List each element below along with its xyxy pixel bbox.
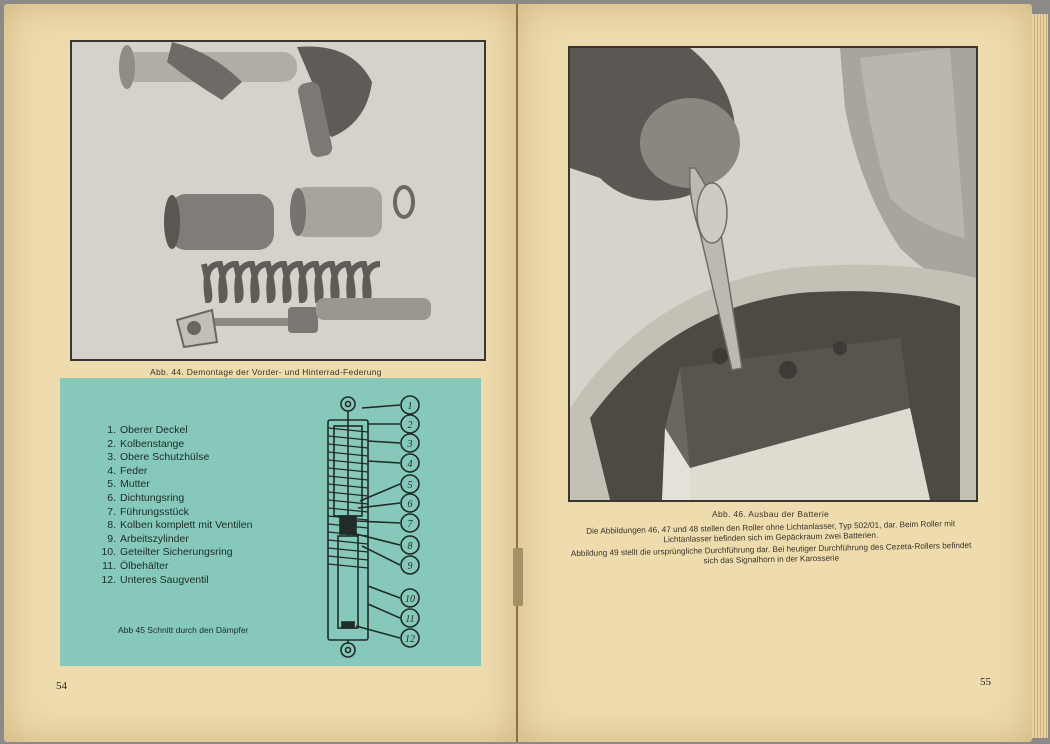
paragraph: Die Abbildungen 46, 47 und 48 stellen den Roller ohne Lichtanlasser, Typ 502/01, dar. Beim Roller mit Lichtanlasser befinden sich im Gepäckraum zwei Batterien. (586, 519, 956, 545)
binding-clip (513, 548, 523, 606)
legend-item: 2. Kolbenstange (107, 437, 185, 450)
legend-item: 8. Kolben komplett mit Ventilen (107, 519, 253, 532)
callout-9: 9 (407, 561, 413, 572)
callout-2: 2 (407, 420, 413, 431)
shock-absorber-parts-illustration (72, 42, 484, 359)
callout-3: 3 (407, 439, 413, 450)
page-number-right: 55 (980, 676, 991, 688)
battery-removal-illustration (570, 48, 976, 500)
callout-6: 6 (407, 499, 413, 510)
page-edges (1032, 14, 1048, 738)
legend-item: 9. Arbeitszylinder (107, 532, 189, 545)
legend-item: 7. Führungsstück (107, 505, 189, 518)
legend-item: 5. Mutter (107, 478, 150, 491)
figure-44-caption: Abb. 44. Demontage der Vorder- und Hinterrad-Federung (150, 367, 382, 377)
legend-item: 11. Ölbehälter (102, 559, 169, 572)
callout-8: 8 (407, 541, 413, 552)
callout-10: 10 (405, 594, 415, 605)
legend-item: 12. Unteres Saugventil (101, 573, 209, 586)
body-text (566, 519, 977, 572)
figure-46-photo (568, 46, 978, 502)
legend-item: 6. Dichtungsring (107, 491, 185, 504)
callout-7: 7 (407, 519, 413, 530)
legend-item: 3. Obere Schutzhülse (107, 451, 210, 464)
callout-11: 11 (405, 614, 415, 625)
damper-parts-legend (98, 424, 253, 587)
legend-item: 1. Oberer Deckel (107, 424, 188, 436)
figure-44-photo (70, 40, 486, 361)
page-number-left: 54 (56, 680, 67, 692)
callout-4: 4 (407, 459, 413, 470)
callout-5: 5 (407, 480, 413, 491)
paragraph: Abbildung 49 stellt die ursprüngliche Durchführung dar. Bei heutiger Durchführung des Cezeta-Rollers befindet sich das Signalhorn in der Karosserie (570, 540, 972, 566)
legend-item: 4. Feder (107, 464, 148, 477)
figure-46-caption: Abb. 46. Ausbau der Batterie (712, 509, 830, 519)
figure-45-caption: Abb 45 Schnitt durch den Dämpfer (118, 625, 249, 635)
callout-1: 1 (407, 401, 413, 412)
callout-12: 12 (405, 634, 415, 645)
figure-45-diagram-panel (60, 378, 481, 666)
legend-item: 10. Geteilter Sicherungsring (101, 546, 233, 559)
damper-cross-section-diagram (310, 386, 460, 658)
